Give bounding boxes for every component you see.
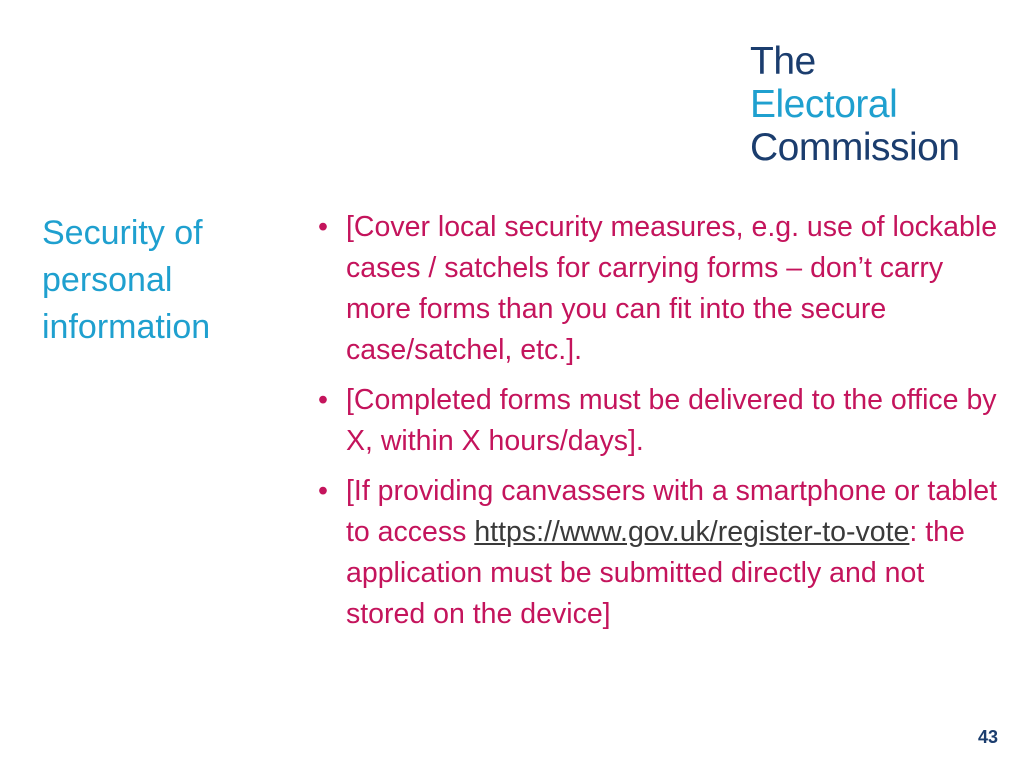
- bullet-dot-icon: •: [318, 384, 328, 416]
- slide-title-line-1: Security of: [42, 214, 203, 252]
- slide-title-line-2: personal: [42, 261, 173, 299]
- bullet-text-after-link: : the application must be submitted directly and not stored on the device]: [346, 516, 965, 630]
- logo-line-the: The: [750, 40, 816, 83]
- logo-line-commission: Commission: [750, 126, 960, 169]
- bullet-item: [318, 471, 998, 635]
- bullet-dot-icon: •: [318, 211, 328, 243]
- register-to-vote-link[interactable]: https://www.gov.uk/register-to-vote: [474, 516, 910, 548]
- bullet-list: [318, 207, 998, 644]
- bullet-item: [318, 207, 998, 371]
- bullet-text: [Cover local security measures, e.g. use of lockable cases / satchels for carrying forms – don’t carry more forms than you can fit into the secure case/satchel, etc.].: [346, 211, 998, 366]
- logo-line-electoral: Electoral: [750, 83, 898, 126]
- electoral-commission-logo: [750, 40, 960, 169]
- slide-title-line-3: information: [42, 308, 211, 346]
- bullet-item: [318, 380, 998, 462]
- bullet-dot-icon: •: [318, 475, 328, 507]
- slide-title: [42, 210, 272, 351]
- bullet-text: [Completed forms must be delivered to the office by X, within X hours/days].: [346, 384, 997, 457]
- bullet-text-before-link: [If providing canvassers with a smartphone or tablet to access: [346, 475, 998, 548]
- page-number: 43: [977, 727, 998, 747]
